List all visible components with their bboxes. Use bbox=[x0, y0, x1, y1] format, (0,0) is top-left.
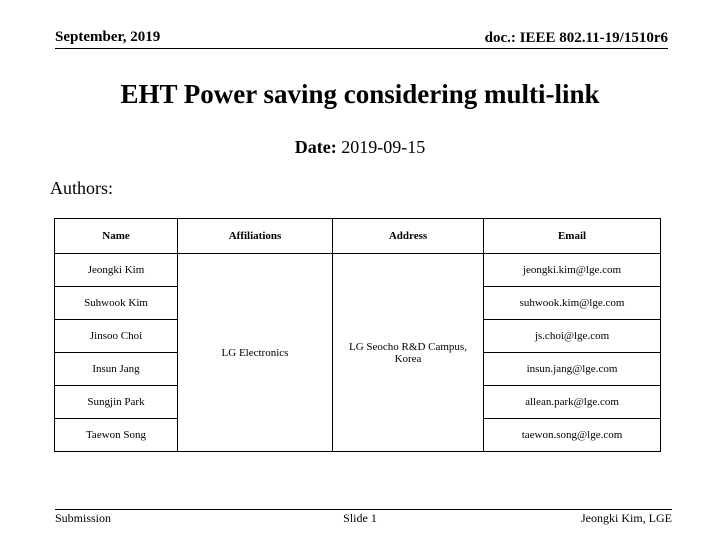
affiliation-cell: LG Electronics bbox=[178, 254, 333, 452]
slide-title: EHT Power saving considering multi-link bbox=[120, 79, 600, 109]
author-email: jeongki.kim@lge.com bbox=[484, 254, 661, 287]
authors-label: Authors: bbox=[50, 178, 113, 198]
authors-table bbox=[54, 218, 661, 452]
address-line1: LG Seocho R&D Campus, bbox=[349, 340, 467, 353]
author-email: js.choi@lge.com bbox=[484, 320, 661, 353]
table-row bbox=[55, 254, 661, 287]
footer-slide-number: Slide 1 bbox=[343, 511, 377, 525]
author-name: Insun Jang bbox=[55, 353, 178, 386]
address-cell bbox=[333, 254, 484, 452]
date-label: Date: bbox=[294, 137, 337, 157]
col-header-name: Name bbox=[55, 219, 178, 254]
col-header-address: Address bbox=[333, 219, 484, 254]
author-name: Sungjin Park bbox=[55, 386, 178, 419]
header-date: September, 2019 bbox=[55, 29, 161, 45]
author-name: Taewon Song bbox=[55, 419, 178, 452]
footer-submission: Submission bbox=[55, 511, 112, 525]
header-doc-id: doc.: IEEE 802.11-19/1510r6 bbox=[484, 30, 668, 46]
address-line2: Korea bbox=[394, 352, 422, 365]
author-email: allean.park@lge.com bbox=[484, 386, 661, 419]
footer-divider bbox=[55, 509, 672, 510]
author-email: suhwook.kim@lge.com bbox=[484, 287, 661, 320]
author-name: Jeongki Kim bbox=[55, 254, 178, 287]
table-header-row bbox=[55, 219, 661, 254]
col-header-email: Email bbox=[484, 219, 661, 254]
col-header-affiliations: Affiliations bbox=[178, 219, 333, 254]
author-email: insun.jang@lge.com bbox=[484, 353, 661, 386]
author-name: Suhwook Kim bbox=[55, 287, 178, 320]
date-line bbox=[0, 137, 720, 158]
author-name: Jinsoo Choi bbox=[55, 320, 178, 353]
header-divider bbox=[55, 48, 668, 49]
date-value: 2019-09-15 bbox=[341, 137, 426, 157]
footer-author: Jeongki Kim, LGE bbox=[581, 511, 672, 525]
author-email: taewon.song@lge.com bbox=[484, 419, 661, 452]
